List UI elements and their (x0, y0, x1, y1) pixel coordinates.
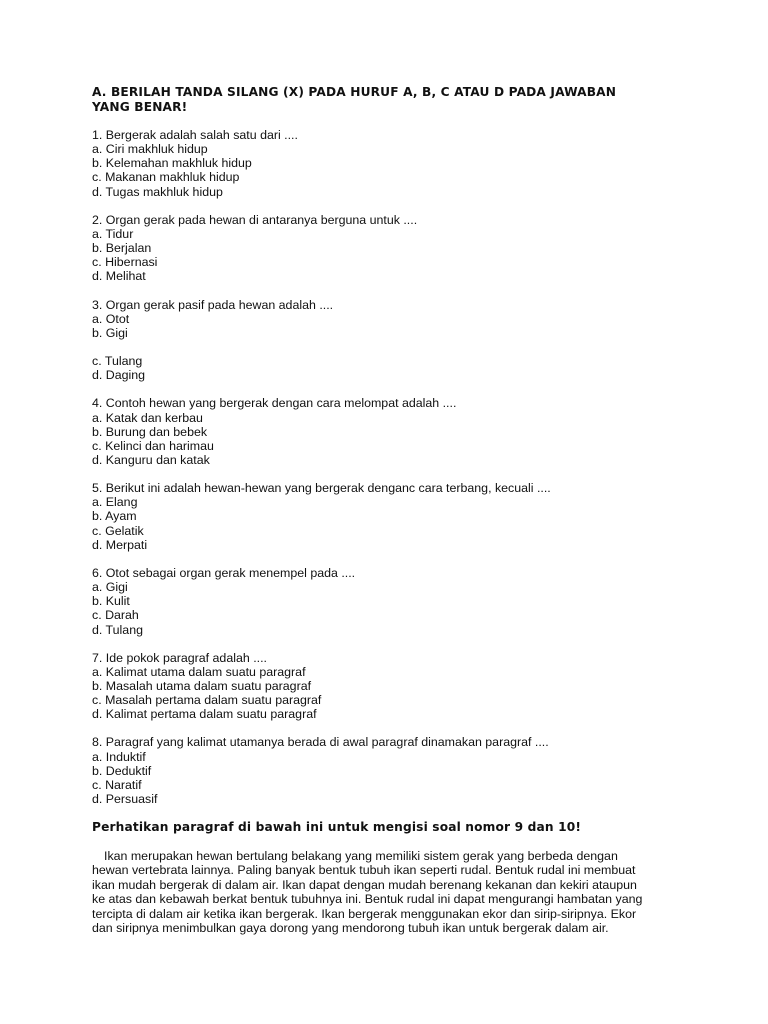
passage-line-3: ikan mudah bergerak di dalam air. Ikan dapat dengan mudah berenang kekanan dan kekiri ataupun (92, 877, 637, 892)
question-3-option-b: b. Gigi (92, 325, 128, 340)
question-1-option-d: d. Tugas makhluk hidup (92, 184, 223, 199)
question-4-option-b: b. Burung dan bebek (92, 424, 208, 439)
question-3-text: 3. Organ gerak pasif pada hewan adalah .... (92, 297, 334, 312)
question-1-option-b: b. Kelemahan makhluk hidup (92, 156, 252, 171)
passage-line-6: dan siripnya menimbulkan gaya dorong yang mendorong tubuh ikan untuk bergerak dalam air. (92, 921, 609, 936)
question-6-option-b: b. Kulit (92, 594, 130, 609)
question-2-option-a: a. Tidur (92, 226, 134, 241)
section-a-heading (92, 85, 672, 114)
question-7 (92, 651, 672, 722)
question-5-option-a: a. Elang (92, 495, 138, 510)
question-6-option-c: c. Darah (92, 608, 139, 623)
question-3-option-a: a. Otot (92, 311, 130, 326)
question-3-option-d: d. Daging (92, 368, 146, 383)
question-2-text: 2. Organ gerak pada hewan di antaranya berguna untuk .... (92, 212, 418, 227)
document-page (92, 85, 672, 936)
question-5-option-c: c. Gelatik (92, 523, 144, 538)
question-1 (92, 128, 672, 199)
question-8-option-a: a. Induktif (92, 749, 146, 764)
question-7-option-d: d. Kalimat pertama dalam suatu paragraf (92, 707, 317, 722)
question-6 (92, 566, 672, 637)
question-7-option-a: a. Kalimat utama dalam suatu paragraf (92, 664, 306, 679)
question-4-option-c: c. Kelinci dan harimau (92, 438, 214, 453)
question-6-text: 6. Otot sebagai organ gerak menempel pada .... (92, 565, 356, 580)
passage-heading: Perhatikan paragraf di bawah ini untuk mengisi soal nomor 9 dan 10! (92, 820, 582, 835)
question-1-text: 1. Bergerak adalah salah satu dari .... (92, 128, 298, 142)
question-2 (92, 213, 672, 284)
question-4-option-a: a. Katak dan kerbau (92, 410, 203, 425)
question-3-option-c: c. Tulang (92, 354, 143, 369)
passage-line-5: tercipta di dalam air ketika ikan bergerak. Ikan bergerak menggunakan ekor dan sirip-siripnya. Ekor (92, 906, 637, 921)
passage-paragraph (92, 849, 672, 936)
passage-line-4: ke atas dan kebawah berkat bentuk tubuhnya ini. Bentuk rudal ini dapat mengurangi hambatan yang (92, 892, 643, 907)
question-6-option-a: a. Gigi (92, 580, 128, 595)
question-2-option-d: d. Melihat (92, 269, 146, 284)
question-1-option-c: c. Makanan makhluk hidup (92, 170, 240, 185)
question-3 (92, 298, 672, 340)
question-5 (92, 481, 672, 552)
question-8-option-d: d. Persuasif (92, 792, 158, 807)
question-5-option-b: b. Ayam (92, 509, 137, 524)
section-a-heading-line-2: YANG BENAR! (92, 99, 188, 114)
question-6-option-d: d. Tulang (92, 622, 143, 637)
question-4-text: 4. Contoh hewan yang bergerak dengan cara melompat adalah .... (92, 396, 457, 411)
passage-line-2: hewan vertebrata lainnya. Paling banyak bentuk tubuh ikan seperti rudal. Bentuk rudal ini membuat (92, 863, 636, 878)
question-7-option-c: c. Masalah pertama dalam suatu paragraf (92, 693, 322, 708)
question-3-continued (92, 354, 672, 382)
question-4 (92, 396, 672, 467)
question-8-option-c: c. Naratif (92, 777, 142, 792)
question-8-option-b: b. Deduktif (92, 763, 152, 778)
question-8-text: 8. Paragraf yang kalimat utamanya berada di awal paragraf dinamakan paragraf .... (92, 735, 549, 750)
question-5-text: 5. Berikut ini adalah hewan-hewan yang bergerak denganc cara terbang, kecuali .... (92, 481, 551, 496)
section-a-heading-line-1: A. BERILAH TANDA SILANG (X) PADA HURUF A, B, C ATAU D PADA JAWABAN (92, 85, 617, 99)
passage-line-1: Ikan merupakan hewan bertulang belakang yang memiliki sistem gerak yang berbeda dengan (104, 848, 618, 863)
question-4-option-d: d. Kanguru dan katak (92, 452, 210, 467)
question-1-option-a: a. Ciri makhluk hidup (92, 142, 208, 157)
question-5-option-d: d. Merpati (92, 537, 148, 552)
question-2-option-c: c. Hibernasi (92, 255, 158, 270)
question-7-text: 7. Ide pokok paragraf adalah .... (92, 650, 267, 665)
question-8 (92, 735, 672, 806)
question-7-option-b: b. Masalah utama dalam suatu paragraf (92, 679, 312, 693)
question-2-option-b: b. Berjalan (92, 241, 152, 256)
